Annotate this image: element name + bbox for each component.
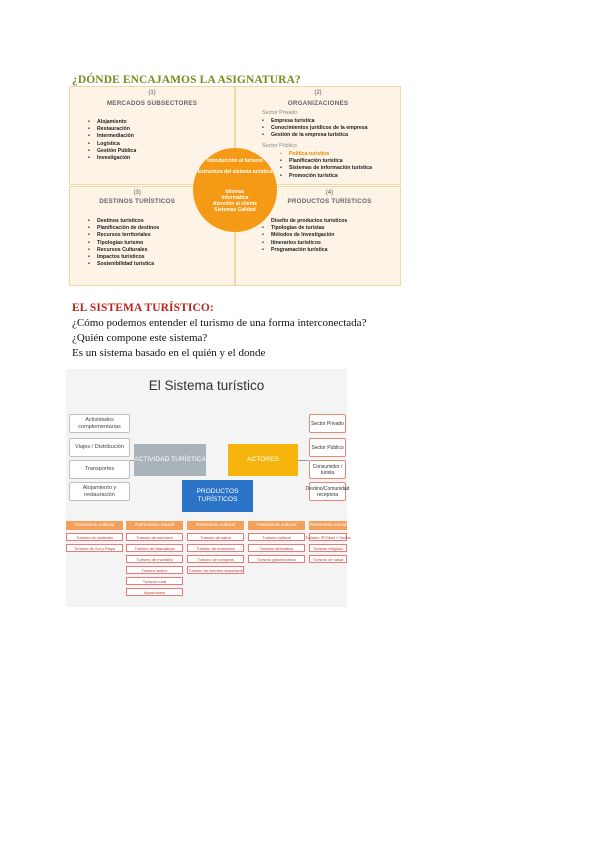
column-cell: Turismo idiomático [248, 544, 305, 552]
center-text: Idiomas [225, 189, 245, 195]
list-item: • Restauración [88, 126, 136, 133]
column-cell: Turismo de ciudades [66, 533, 123, 541]
column-header: Patrimonio cultural [66, 521, 123, 530]
productos-turisticos-box: PRODUCTOS TURÍSTICOS [182, 480, 253, 512]
actividad-turistica-box: ACTIVIDAD TURÍSTICA [134, 444, 206, 476]
list-item: • Gestión de la empresa turística [262, 132, 368, 139]
column-header: Patrimonio social [309, 523, 347, 528]
left-box: Transportes [69, 460, 130, 479]
column-header: Patrimonio natural [126, 521, 183, 530]
left-box: Actividades complementarias [69, 414, 130, 433]
column-cell: Turismo de reuniones [187, 544, 244, 552]
paragraph-line: Es un sistema basado en el quién y el donde [72, 347, 266, 359]
center-circle [193, 148, 277, 232]
center-text: Atención al cliente [212, 201, 258, 207]
column-cell: Turismo 3ª Edad + Senior [305, 534, 351, 540]
sistema-turistico-diagram [66, 369, 351, 607]
sector-label: Sector Público [262, 143, 297, 149]
list-item: • Empresa turística [262, 118, 368, 125]
column-cell: Turismo religioso [309, 544, 347, 552]
quadrant-number: (3) [133, 190, 141, 196]
section-title-asignatura: ¿DÓNDE ENCAJAMOS LA ASIGNATURA? [72, 74, 301, 86]
right-box: Consumidor / turista [309, 460, 346, 479]
column-cell: Turismo de Naturaleza [126, 544, 183, 552]
list-item: • Política turística [280, 151, 372, 158]
quadrant-list [280, 151, 372, 180]
column-cell: Turismo de eventos deportivos [188, 567, 243, 573]
quadrant-list [88, 119, 136, 162]
list-item: • Métodos de Investigación [262, 232, 347, 239]
list-item: • Investigación [88, 155, 136, 162]
quadrant-number: (4) [325, 190, 334, 196]
list-item: • Recursos territoriales [88, 232, 159, 239]
list-item: • Planificación turística [280, 158, 372, 165]
column-cell: Turismo de montaña [126, 555, 183, 563]
paragraph-line: ¿Cómo podemos entender el turismo de una forma interconectada? [72, 317, 367, 329]
list-item: • Destinos turísticos [88, 218, 159, 225]
quadrant-list [262, 118, 368, 140]
sector-label: Sector Privado [262, 110, 298, 116]
list-item: • Promoción turística [280, 173, 372, 180]
column-header: Patrimonio cultural [248, 521, 305, 530]
column-cell: Turismo de Sol y Playa [66, 544, 123, 552]
list-item: • Itinerarios turísticos [262, 240, 347, 247]
diagram-title: El Sistema turístico [148, 378, 265, 393]
quadrant-number: (2) [314, 90, 322, 96]
list-item: • Recursos Culturales [88, 247, 159, 254]
column-cell: Turismo de salud [309, 555, 347, 563]
center-text: Estructura del sistema turístico [197, 169, 273, 175]
column-cell: Agroturismo [126, 588, 183, 596]
column-cell: Turismo cultural [248, 533, 305, 541]
left-box: Alojamiento y restauración [69, 482, 130, 501]
list-item: • Conocimientos jurídicos de la empresa [262, 125, 368, 132]
column-cell: Turismo de compras [187, 555, 244, 563]
right-box: Destino/Comunidad receptora [309, 482, 346, 501]
list-item: • Intermediación [88, 133, 136, 140]
quadrant-number: (1) [148, 90, 156, 96]
list-item: • Tipologías de turistas [262, 225, 347, 232]
column-cell: Turismo gastronómico [248, 555, 305, 563]
list-item: • Programación turística [262, 247, 347, 254]
center-text: Sistemas Calidad [214, 207, 256, 213]
list-item: • Tipologías turismo [88, 240, 159, 247]
list-item: • Sistemas de información turística [280, 165, 372, 172]
column-cell: Turismo rural [126, 577, 183, 585]
paragraph-line: ¿Quién compone este sistema? [72, 332, 208, 344]
quadrant-heading: PRODUCTOS TURÍSTICOS [287, 198, 372, 205]
connector-arrow [298, 460, 309, 461]
right-box: Sector Privado [309, 414, 346, 433]
column-cell: Turismo activo [126, 566, 183, 574]
list-item: • Impactos turísticos [88, 254, 159, 261]
quadrant-heading: MERCADOS SUBSECTORES [106, 100, 198, 107]
center-text: Introducción al turismo [207, 158, 263, 164]
list-item: • Logística [88, 141, 136, 148]
column-header: Patrimonio cultural [187, 521, 244, 530]
list-item: • Sostenibilidad turística [88, 261, 159, 268]
quadrant-heading: ORGANIZACIONES [287, 100, 349, 107]
list-item: • Planificación de destinos [88, 225, 159, 232]
column-cell: Turismo de aventura [126, 533, 183, 541]
left-box: Viajes / Distribución [69, 438, 130, 457]
center-text: Informática [221, 195, 249, 201]
actores-box: ACTORES [228, 444, 298, 476]
section-title-sistema: EL SISTEMA TURÍSTICO: [72, 302, 214, 314]
list-item: • Diseño de productos turísticos [262, 218, 347, 225]
right-box: Sector Público [309, 438, 346, 457]
quadrant-heading: DESTINOS TURÍSTICOS [99, 198, 176, 205]
quadrant-list [88, 218, 159, 268]
asignatura-diagram [69, 86, 401, 286]
list-item: • Alojamiento [88, 119, 136, 126]
quadrant-list [262, 218, 347, 254]
column-cell: Turismo de salud [187, 533, 244, 541]
list-item: • Gestión Pública [88, 148, 136, 155]
